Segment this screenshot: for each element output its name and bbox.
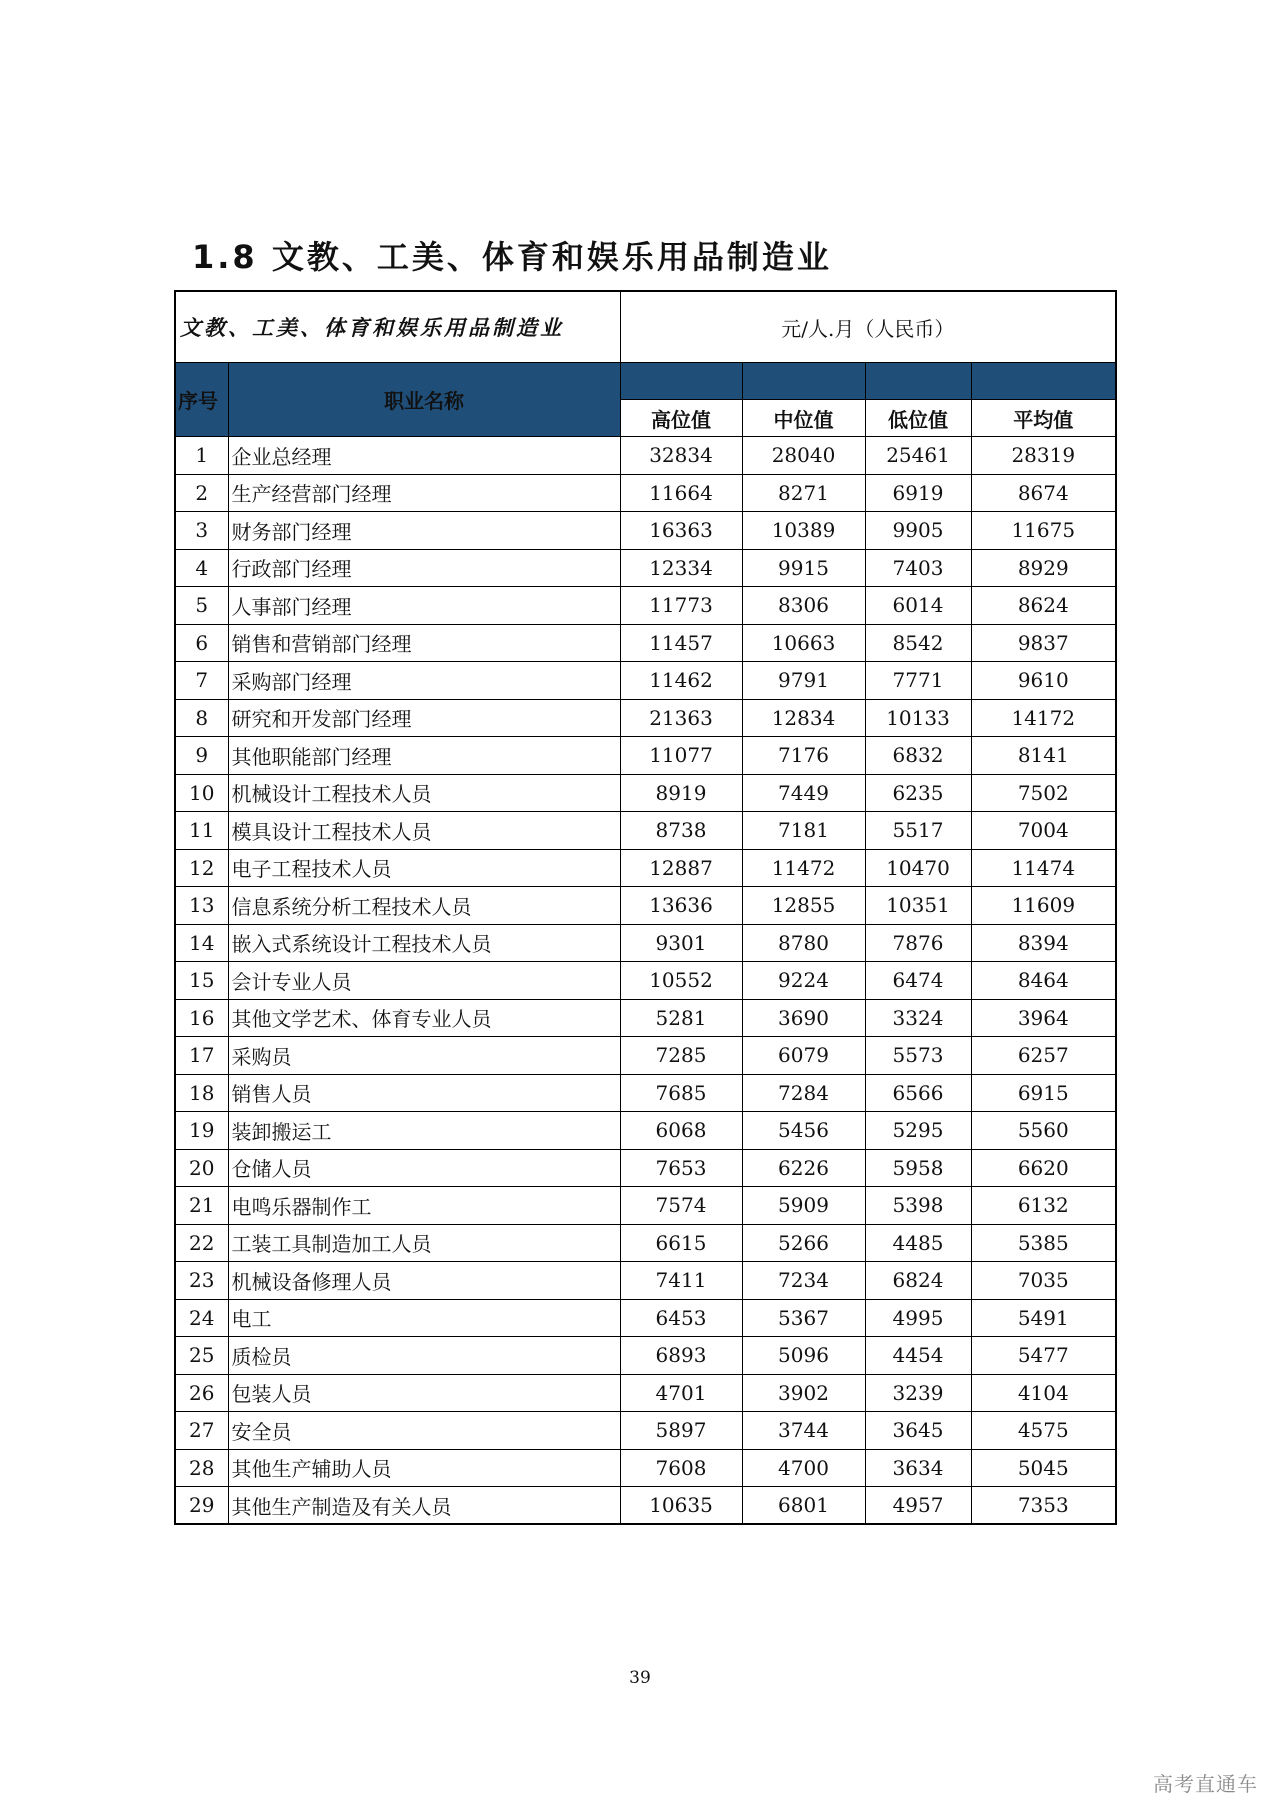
cell-median: 3744 <box>742 1412 865 1450</box>
cell-occupation: 电工 <box>228 1299 620 1337</box>
cell-occupation: 其他文学艺术、体育专业人员 <box>228 999 620 1037</box>
cell-median: 12834 <box>742 699 865 737</box>
cell-median: 8306 <box>742 587 865 625</box>
cell-seq: 14 <box>175 924 228 962</box>
cell-low: 4995 <box>865 1299 971 1337</box>
cell-median: 3690 <box>742 999 865 1037</box>
cell-high: 12887 <box>620 849 742 887</box>
cell-median: 9224 <box>742 962 865 1000</box>
cell-median: 8780 <box>742 924 865 962</box>
cell-occupation: 销售人员 <box>228 1074 620 1112</box>
cell-low: 5398 <box>865 1187 971 1225</box>
cell-avg: 4575 <box>971 1412 1116 1450</box>
table-row <box>175 774 1116 812</box>
cell-seq: 5 <box>175 587 228 625</box>
table-row <box>175 1262 1116 1300</box>
table-row <box>175 1187 1116 1225</box>
cell-median: 10663 <box>742 624 865 662</box>
cell-low: 10351 <box>865 887 971 925</box>
cell-high: 7285 <box>620 1037 742 1075</box>
cell-occupation: 财务部门经理 <box>228 512 620 550</box>
cell-median: 5456 <box>742 1112 865 1150</box>
table-row <box>175 1074 1116 1112</box>
column-header-low: 低位值 <box>865 400 971 437</box>
cell-low: 10133 <box>865 699 971 737</box>
cell-high: 6068 <box>620 1112 742 1150</box>
cell-high: 32834 <box>620 437 742 475</box>
cell-occupation: 采购员 <box>228 1037 620 1075</box>
cell-high: 7411 <box>620 1262 742 1300</box>
table-row <box>175 662 1116 700</box>
cell-occupation: 质检员 <box>228 1337 620 1375</box>
cell-occupation: 其他职能部门经理 <box>228 737 620 775</box>
cell-avg: 11675 <box>971 512 1116 550</box>
cell-median: 6226 <box>742 1149 865 1187</box>
cell-low: 8542 <box>865 624 971 662</box>
cell-avg: 9837 <box>971 624 1116 662</box>
cell-low: 7403 <box>865 549 971 587</box>
cell-high: 6893 <box>620 1337 742 1375</box>
table-row <box>175 1299 1116 1337</box>
cell-avg: 14172 <box>971 699 1116 737</box>
cell-high: 13636 <box>620 887 742 925</box>
cell-median: 8271 <box>742 474 865 512</box>
cell-occupation: 企业总经理 <box>228 437 620 475</box>
header-blue-band <box>971 363 1116 400</box>
cell-occupation: 包装人员 <box>228 1374 620 1412</box>
cell-avg: 3964 <box>971 999 1116 1037</box>
table-row <box>175 962 1116 1000</box>
cell-high: 7653 <box>620 1149 742 1187</box>
cell-occupation: 电鸣乐器制作工 <box>228 1187 620 1225</box>
unit-label: 元/人.月（人民币） <box>620 291 1116 363</box>
table-row <box>175 437 1116 475</box>
cell-avg: 9610 <box>971 662 1116 700</box>
cell-low: 6566 <box>865 1074 971 1112</box>
cell-median: 10389 <box>742 512 865 550</box>
cell-low: 3634 <box>865 1449 971 1487</box>
table-row <box>175 587 1116 625</box>
cell-occupation: 销售和营销部门经理 <box>228 624 620 662</box>
cell-seq: 13 <box>175 887 228 925</box>
cell-avg: 5477 <box>971 1337 1116 1375</box>
cell-occupation: 研究和开发部门经理 <box>228 699 620 737</box>
cell-occupation: 其他生产辅助人员 <box>228 1449 620 1487</box>
cell-seq: 15 <box>175 962 228 1000</box>
cell-high: 7685 <box>620 1074 742 1112</box>
cell-avg: 7004 <box>971 812 1116 850</box>
cell-median: 5096 <box>742 1337 865 1375</box>
cell-high: 10552 <box>620 962 742 1000</box>
table-row <box>175 549 1116 587</box>
cell-median: 3902 <box>742 1374 865 1412</box>
cell-low: 5295 <box>865 1112 971 1150</box>
cell-low: 5958 <box>865 1149 971 1187</box>
table-row <box>175 512 1116 550</box>
column-header-seq: 序号 <box>175 363 228 437</box>
cell-high: 11773 <box>620 587 742 625</box>
cell-occupation: 机械设计工程技术人员 <box>228 774 620 812</box>
cell-avg: 5491 <box>971 1299 1116 1337</box>
cell-low: 7771 <box>865 662 971 700</box>
cell-seq: 29 <box>175 1487 228 1525</box>
cell-high: 10635 <box>620 1487 742 1525</box>
cell-high: 7608 <box>620 1449 742 1487</box>
cell-low: 5517 <box>865 812 971 850</box>
cell-low: 25461 <box>865 437 971 475</box>
cell-median: 11472 <box>742 849 865 887</box>
cell-avg: 6915 <box>971 1074 1116 1112</box>
cell-occupation: 机械设备修理人员 <box>228 1262 620 1300</box>
cell-seq: 4 <box>175 549 228 587</box>
cell-seq: 27 <box>175 1412 228 1450</box>
table-row <box>175 924 1116 962</box>
cell-high: 21363 <box>620 699 742 737</box>
cell-high: 11664 <box>620 474 742 512</box>
cell-seq: 3 <box>175 512 228 550</box>
cell-avg: 5385 <box>971 1224 1116 1262</box>
cell-low: 4454 <box>865 1337 971 1375</box>
cell-high: 11077 <box>620 737 742 775</box>
column-header-name: 职业名称 <box>228 363 620 437</box>
cell-median: 12855 <box>742 887 865 925</box>
cell-avg: 11474 <box>971 849 1116 887</box>
column-header-high: 高位值 <box>620 400 742 437</box>
table-row <box>175 737 1116 775</box>
cell-seq: 17 <box>175 1037 228 1075</box>
cell-median: 9915 <box>742 549 865 587</box>
cell-high: 5897 <box>620 1412 742 1450</box>
cell-high: 11457 <box>620 624 742 662</box>
cell-seq: 24 <box>175 1299 228 1337</box>
cell-avg: 8624 <box>971 587 1116 625</box>
cell-median: 9791 <box>742 662 865 700</box>
table-body <box>175 437 1116 1525</box>
cell-occupation: 模具设计工程技术人员 <box>228 812 620 850</box>
cell-seq: 12 <box>175 849 228 887</box>
cell-low: 4485 <box>865 1224 971 1262</box>
cell-avg: 5560 <box>971 1112 1116 1150</box>
watermark: 高考直通车 <box>1153 1772 1258 1796</box>
cell-seq: 16 <box>175 999 228 1037</box>
cell-avg: 8929 <box>971 549 1116 587</box>
cell-low: 10470 <box>865 849 971 887</box>
cell-low: 3645 <box>865 1412 971 1450</box>
cell-seq: 23 <box>175 1262 228 1300</box>
table-row <box>175 887 1116 925</box>
cell-avg: 6257 <box>971 1037 1116 1075</box>
table-row <box>175 474 1116 512</box>
cell-seq: 7 <box>175 662 228 700</box>
cell-median: 7284 <box>742 1074 865 1112</box>
cell-median: 7234 <box>742 1262 865 1300</box>
column-header-median: 中位值 <box>742 400 865 437</box>
table-row <box>175 1337 1116 1375</box>
cell-occupation: 安全员 <box>228 1412 620 1450</box>
table-row <box>175 699 1116 737</box>
table-row <box>175 1374 1116 1412</box>
cell-avg: 28319 <box>971 437 1116 475</box>
cell-seq: 9 <box>175 737 228 775</box>
table-row <box>175 849 1116 887</box>
cell-occupation: 嵌入式系统设计工程技术人员 <box>228 924 620 962</box>
cell-seq: 11 <box>175 812 228 850</box>
cell-median: 6801 <box>742 1487 865 1525</box>
cell-avg: 5045 <box>971 1449 1116 1487</box>
cell-avg: 7353 <box>971 1487 1116 1525</box>
table-row <box>175 1149 1116 1187</box>
table-row <box>175 1449 1116 1487</box>
cell-median: 5367 <box>742 1299 865 1337</box>
cell-low: 5573 <box>865 1037 971 1075</box>
cell-median: 7449 <box>742 774 865 812</box>
table-row <box>175 1487 1116 1525</box>
cell-seq: 19 <box>175 1112 228 1150</box>
cell-high: 7574 <box>620 1187 742 1225</box>
table-row <box>175 999 1116 1037</box>
table-row <box>175 1412 1116 1450</box>
cell-occupation: 行政部门经理 <box>228 549 620 587</box>
cell-avg: 8394 <box>971 924 1116 962</box>
cell-occupation: 信息系统分析工程技术人员 <box>228 887 620 925</box>
cell-avg: 6132 <box>971 1187 1116 1225</box>
cell-avg: 6620 <box>971 1149 1116 1187</box>
cell-avg: 11609 <box>971 887 1116 925</box>
cell-seq: 1 <box>175 437 228 475</box>
cell-median: 7181 <box>742 812 865 850</box>
cell-seq: 6 <box>175 624 228 662</box>
cell-high: 16363 <box>620 512 742 550</box>
cell-low: 3239 <box>865 1374 971 1412</box>
cell-seq: 20 <box>175 1149 228 1187</box>
cell-avg: 8141 <box>971 737 1116 775</box>
cell-seq: 18 <box>175 1074 228 1112</box>
cell-seq: 25 <box>175 1337 228 1375</box>
cell-low: 6919 <box>865 474 971 512</box>
cell-occupation: 工装工具制造加工人员 <box>228 1224 620 1262</box>
cell-occupation: 生产经营部门经理 <box>228 474 620 512</box>
cell-avg: 7035 <box>971 1262 1116 1300</box>
cell-avg: 7502 <box>971 774 1116 812</box>
cell-avg: 8674 <box>971 474 1116 512</box>
cell-occupation: 其他生产制造及有关人员 <box>228 1487 620 1525</box>
cell-median: 7176 <box>742 737 865 775</box>
cell-high: 8738 <box>620 812 742 850</box>
cell-occupation: 装卸搬运工 <box>228 1112 620 1150</box>
industry-label: 文教、工美、体育和娱乐用品制造业 <box>175 291 620 363</box>
cell-occupation: 采购部门经理 <box>228 662 620 700</box>
cell-avg: 8464 <box>971 962 1116 1000</box>
cell-high: 11462 <box>620 662 742 700</box>
header-blue-band <box>620 363 742 400</box>
table-row <box>175 1112 1116 1150</box>
cell-low: 4957 <box>865 1487 971 1525</box>
table-row <box>175 1224 1116 1262</box>
cell-seq: 8 <box>175 699 228 737</box>
header-blue-band <box>742 363 865 400</box>
table-row <box>175 1037 1116 1075</box>
cell-low: 6474 <box>865 962 971 1000</box>
column-header-avg: 平均值 <box>971 400 1116 437</box>
cell-median: 4700 <box>742 1449 865 1487</box>
cell-high: 8919 <box>620 774 742 812</box>
cell-median: 6079 <box>742 1037 865 1075</box>
cell-occupation: 人事部门经理 <box>228 587 620 625</box>
cell-seq: 10 <box>175 774 228 812</box>
cell-low: 6014 <box>865 587 971 625</box>
cell-high: 5281 <box>620 999 742 1037</box>
section-title: 1.8 文教、工美、体育和娱乐用品制造业 <box>192 238 832 276</box>
table-row <box>175 624 1116 662</box>
cell-high: 6615 <box>620 1224 742 1262</box>
cell-seq: 22 <box>175 1224 228 1262</box>
cell-seq: 28 <box>175 1449 228 1487</box>
cell-median: 5266 <box>742 1224 865 1262</box>
cell-high: 12334 <box>620 549 742 587</box>
cell-median: 5909 <box>742 1187 865 1225</box>
cell-avg: 4104 <box>971 1374 1116 1412</box>
cell-seq: 21 <box>175 1187 228 1225</box>
page-number: 39 <box>629 1668 651 1688</box>
cell-occupation: 仓储人员 <box>228 1149 620 1187</box>
cell-low: 7876 <box>865 924 971 962</box>
cell-seq: 26 <box>175 1374 228 1412</box>
cell-low: 6235 <box>865 774 971 812</box>
cell-low: 3324 <box>865 999 971 1037</box>
cell-high: 9301 <box>620 924 742 962</box>
cell-seq: 2 <box>175 474 228 512</box>
cell-low: 9905 <box>865 512 971 550</box>
cell-high: 6453 <box>620 1299 742 1337</box>
header-blue-band <box>865 363 971 400</box>
cell-low: 6832 <box>865 737 971 775</box>
cell-occupation: 会计专业人员 <box>228 962 620 1000</box>
table-row <box>175 812 1116 850</box>
cell-high: 4701 <box>620 1374 742 1412</box>
wage-table <box>174 290 1117 1525</box>
cell-median: 28040 <box>742 437 865 475</box>
cell-occupation: 电子工程技术人员 <box>228 849 620 887</box>
cell-low: 6824 <box>865 1262 971 1300</box>
